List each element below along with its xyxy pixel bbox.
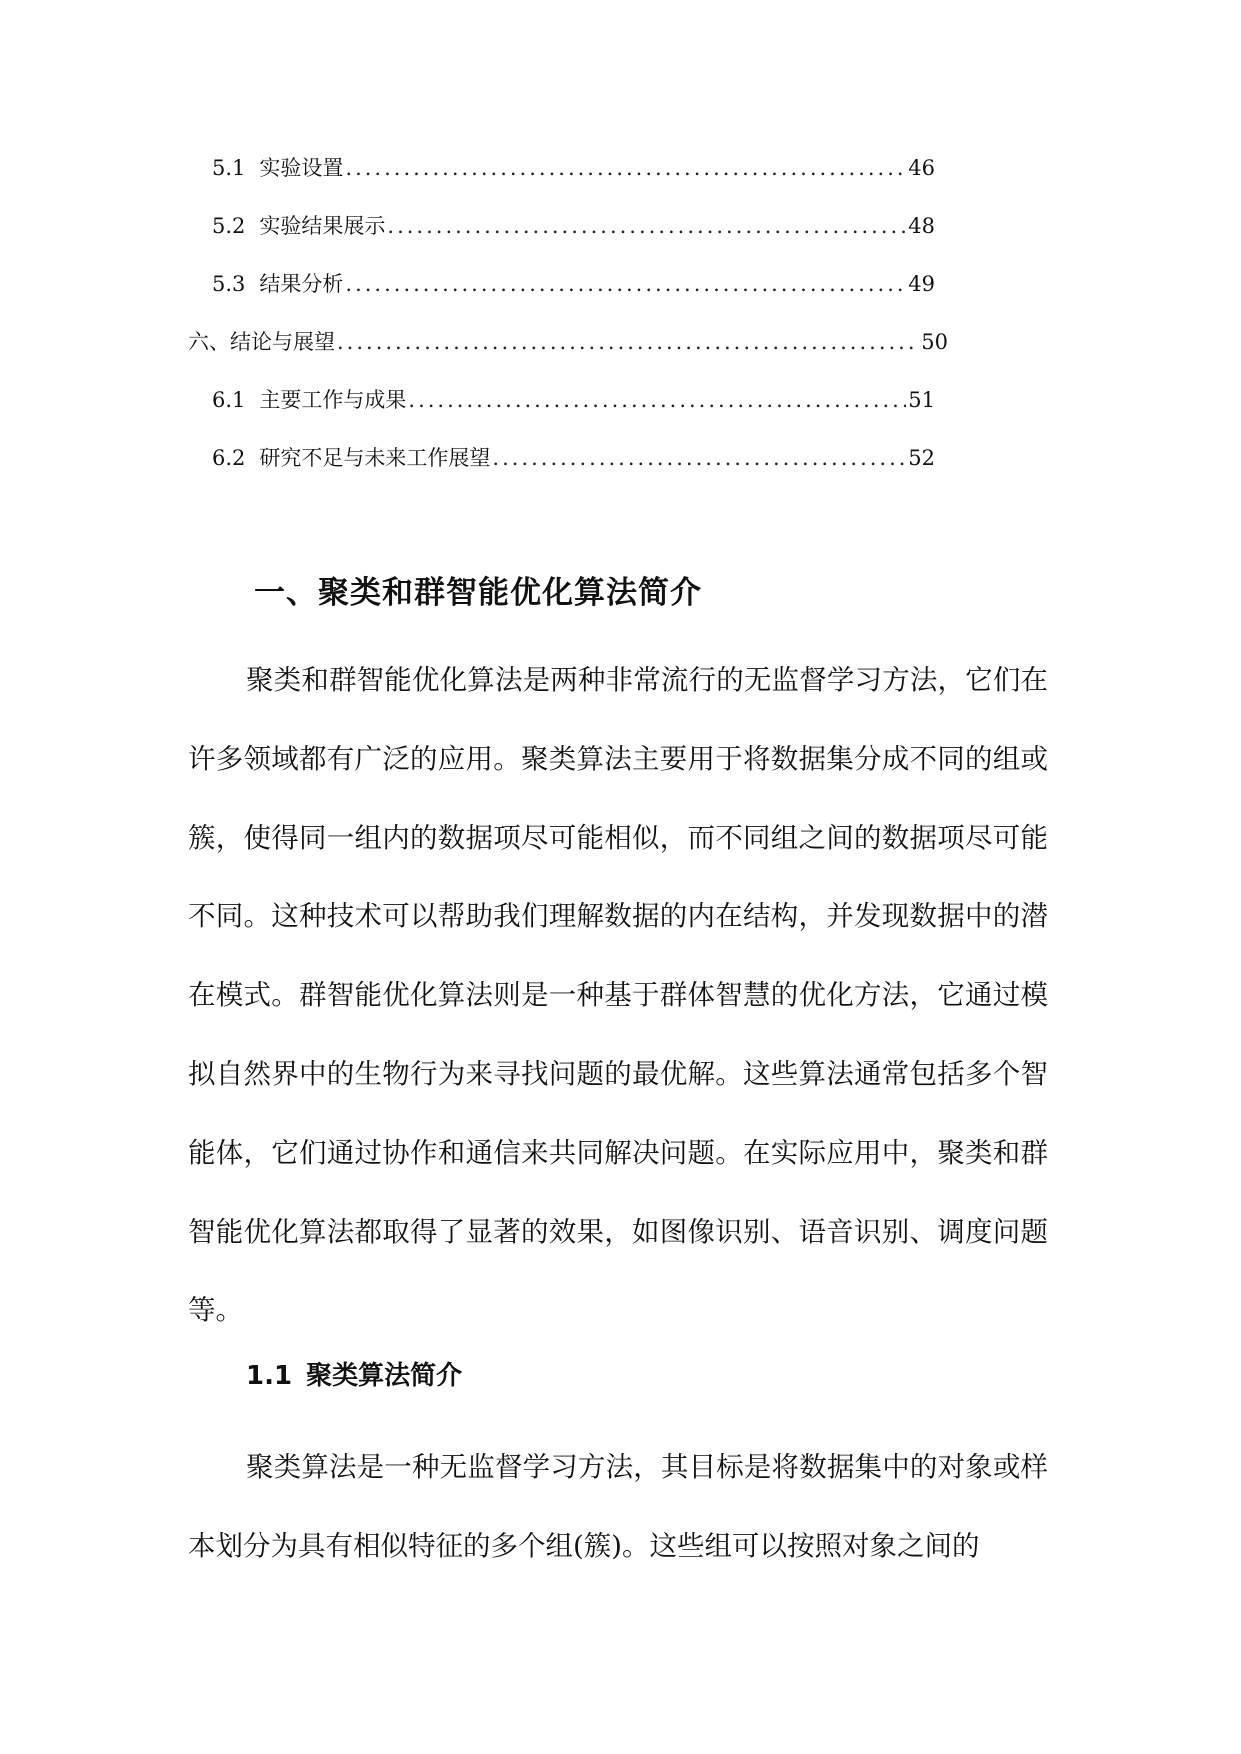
toc-entry-chapter-6[interactable]: [188, 322, 948, 362]
subsection-paragraph: 聚类算法是一种无监督学习方法，其目标是将数据集中的对象或样本划分为具有相似特征的多个组(簇)。这些组可以按照对象之间的: [188, 1451, 1048, 1562]
section-heading: 一、聚类和群智能优化算法简介: [254, 575, 702, 611]
toc-entry-number: 5.3: [212, 272, 246, 296]
toc-dot-leader: [337, 322, 919, 362]
toc-dot-leader: [387, 206, 906, 246]
toc-entry-number: 6.2: [212, 446, 246, 470]
subsection-number: 1.1: [246, 1361, 293, 1391]
toc-entry-page: 48: [908, 214, 935, 238]
toc-entry-page: 51: [908, 388, 935, 412]
toc-entry-page: 52: [908, 446, 935, 470]
toc-dot-leader: [345, 148, 906, 188]
subsection-title: 聚类算法简介: [306, 1361, 463, 1391]
toc-dot-leader: [492, 438, 906, 478]
toc-entry-page: 49: [908, 272, 935, 296]
toc-dot-leader: [345, 264, 906, 304]
toc-entry-title: 研究不足与未来工作展望: [259, 446, 491, 470]
toc-entry-6-1[interactable]: [212, 380, 935, 420]
toc-entry-page: 50: [921, 330, 948, 354]
toc-dot-leader: [408, 380, 906, 420]
toc-entry-number: 6.1: [212, 388, 246, 412]
toc-entry-5-1[interactable]: [212, 148, 935, 188]
toc-entry-6-2[interactable]: [212, 438, 935, 478]
toc-entry-number: 5.2: [212, 214, 246, 238]
toc-entry-5-3[interactable]: [212, 264, 935, 304]
toc-entry-5-2[interactable]: [212, 206, 935, 246]
toc-entry-title: 结果分析: [259, 272, 344, 296]
toc-entry-page: 46: [908, 156, 935, 180]
subsection-heading: [246, 1354, 462, 1398]
toc-entry-title: 实验设置: [259, 156, 344, 180]
toc-entry-title: 主要工作与成果: [259, 388, 407, 412]
toc-entry-number: 5.1: [212, 156, 246, 180]
toc-entry-title: 六、结论与展望: [188, 330, 335, 354]
section-paragraph: 聚类和群智能优化算法是两种非常流行的无监督学习方法，它们在许多领域都有广泛的应用。聚类算法主要用于将数据集分成不同的组或簇，使得同一组内的数据项尽可能相似，而不同组之间的数据项尽可能不同。这种技术可以帮助我们理解数据的内在结构，并发现数据中的潜在模式。群智能优化算法则是一种基于群体智慧的优化方法，它通过模拟自然界中的生物行为来寻找问题的最优解。这些算法通常包括多个智能体，它们通过协作和通信来共同解决问题。在实际应用中，聚类和群智能优化算法都取得了显著的效果，如图像识别、语音识别、调度问题等。: [188, 664, 1048, 1327]
toc-entry-title: 实验结果展示: [259, 214, 386, 238]
